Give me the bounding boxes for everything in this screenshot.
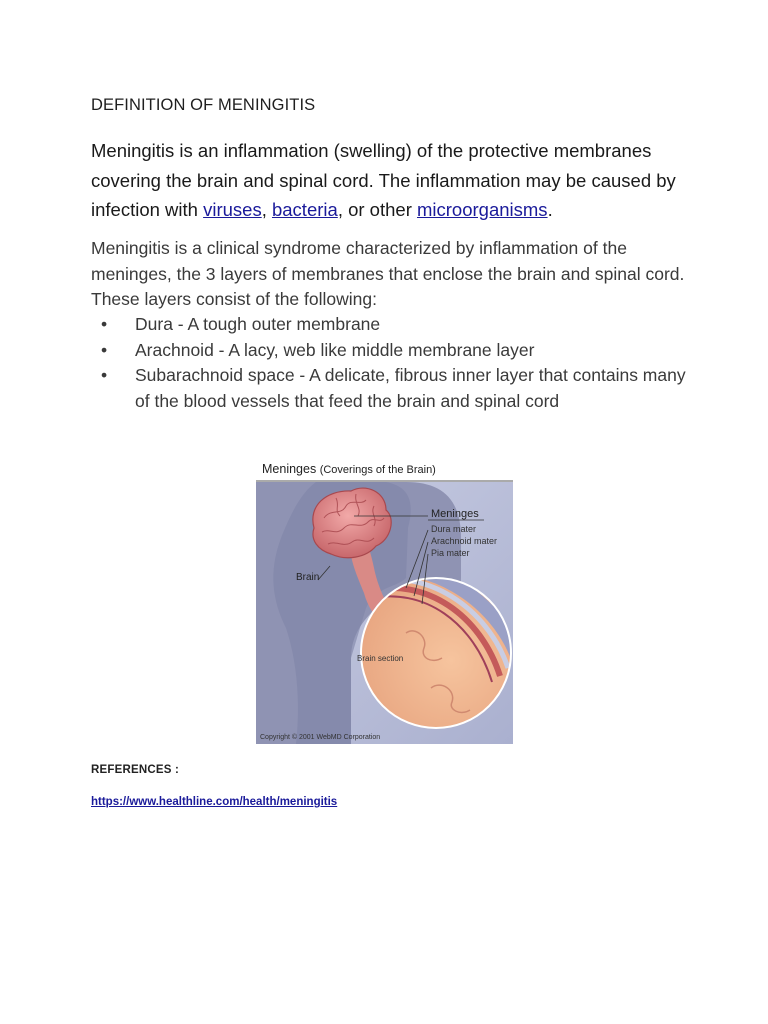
- list-item: [91, 312, 691, 338]
- pia-label: Pia mater: [431, 548, 470, 558]
- meninges-illustration: [256, 458, 513, 744]
- microorganisms-link[interactable]: microorganisms: [417, 199, 548, 220]
- reference-link[interactable]: https://www.healthline.com/health/meningitis: [91, 796, 338, 808]
- syndrome-paragraph: Meningitis is a clinical syndrome characterized by inflammation of the meninges, the 3 layers of membranes that enclose the brain and spinal cord. These layers consist of the following:: [91, 238, 685, 309]
- definition-text: Meningitis is an inflammation (swelling) of the protective membranes covering the brain and spinal cord.: [91, 140, 652, 191]
- separator-text: ,: [261, 199, 272, 220]
- list-item-text: Dura - A tough outer membrane: [135, 314, 381, 334]
- meninges-figure: [256, 458, 513, 744]
- layers-list: [91, 312, 691, 414]
- separator-text: , or other: [337, 199, 417, 220]
- bullet-icon: •: [101, 339, 108, 360]
- list-item: [91, 363, 691, 414]
- copyright-text: Copyright © 2001 WebMD Corporation: [260, 734, 381, 741]
- bullet-icon: •: [101, 314, 108, 334]
- list-item-text: Arachnoid - A lacy, web like middle membrane layer: [135, 339, 535, 360]
- arachnoid-label: Arachnoid mater: [431, 536, 498, 546]
- viruses-link[interactable]: viruses: [203, 199, 262, 220]
- period-text: .: [547, 199, 553, 220]
- meninges-label: Meninges: [431, 508, 479, 520]
- figure-title-main: Meninges: [262, 462, 317, 476]
- brain-section-label: Brain section: [357, 654, 404, 663]
- list-item-text: Subarachnoid space - A delicate, fibrous inner layer that contains many of the blood vessels that feed the brain and spinal cord: [135, 365, 686, 411]
- definition-paragraph: [91, 136, 701, 225]
- cause-text: The inflammation may be caused by infection with: [91, 169, 676, 220]
- page-title: DEFINITION OF MENINGITIS: [91, 96, 316, 114]
- bullet-icon: •: [101, 365, 108, 385]
- dura-label: Dura mater: [431, 524, 477, 534]
- list-item: [91, 338, 691, 364]
- brain-label: Brain: [296, 572, 320, 583]
- bacteria-link[interactable]: bacteria: [271, 199, 338, 220]
- figure-subtitle: (Coverings of the Brain): [319, 464, 436, 476]
- references-heading: REFERENCES :: [91, 764, 180, 776]
